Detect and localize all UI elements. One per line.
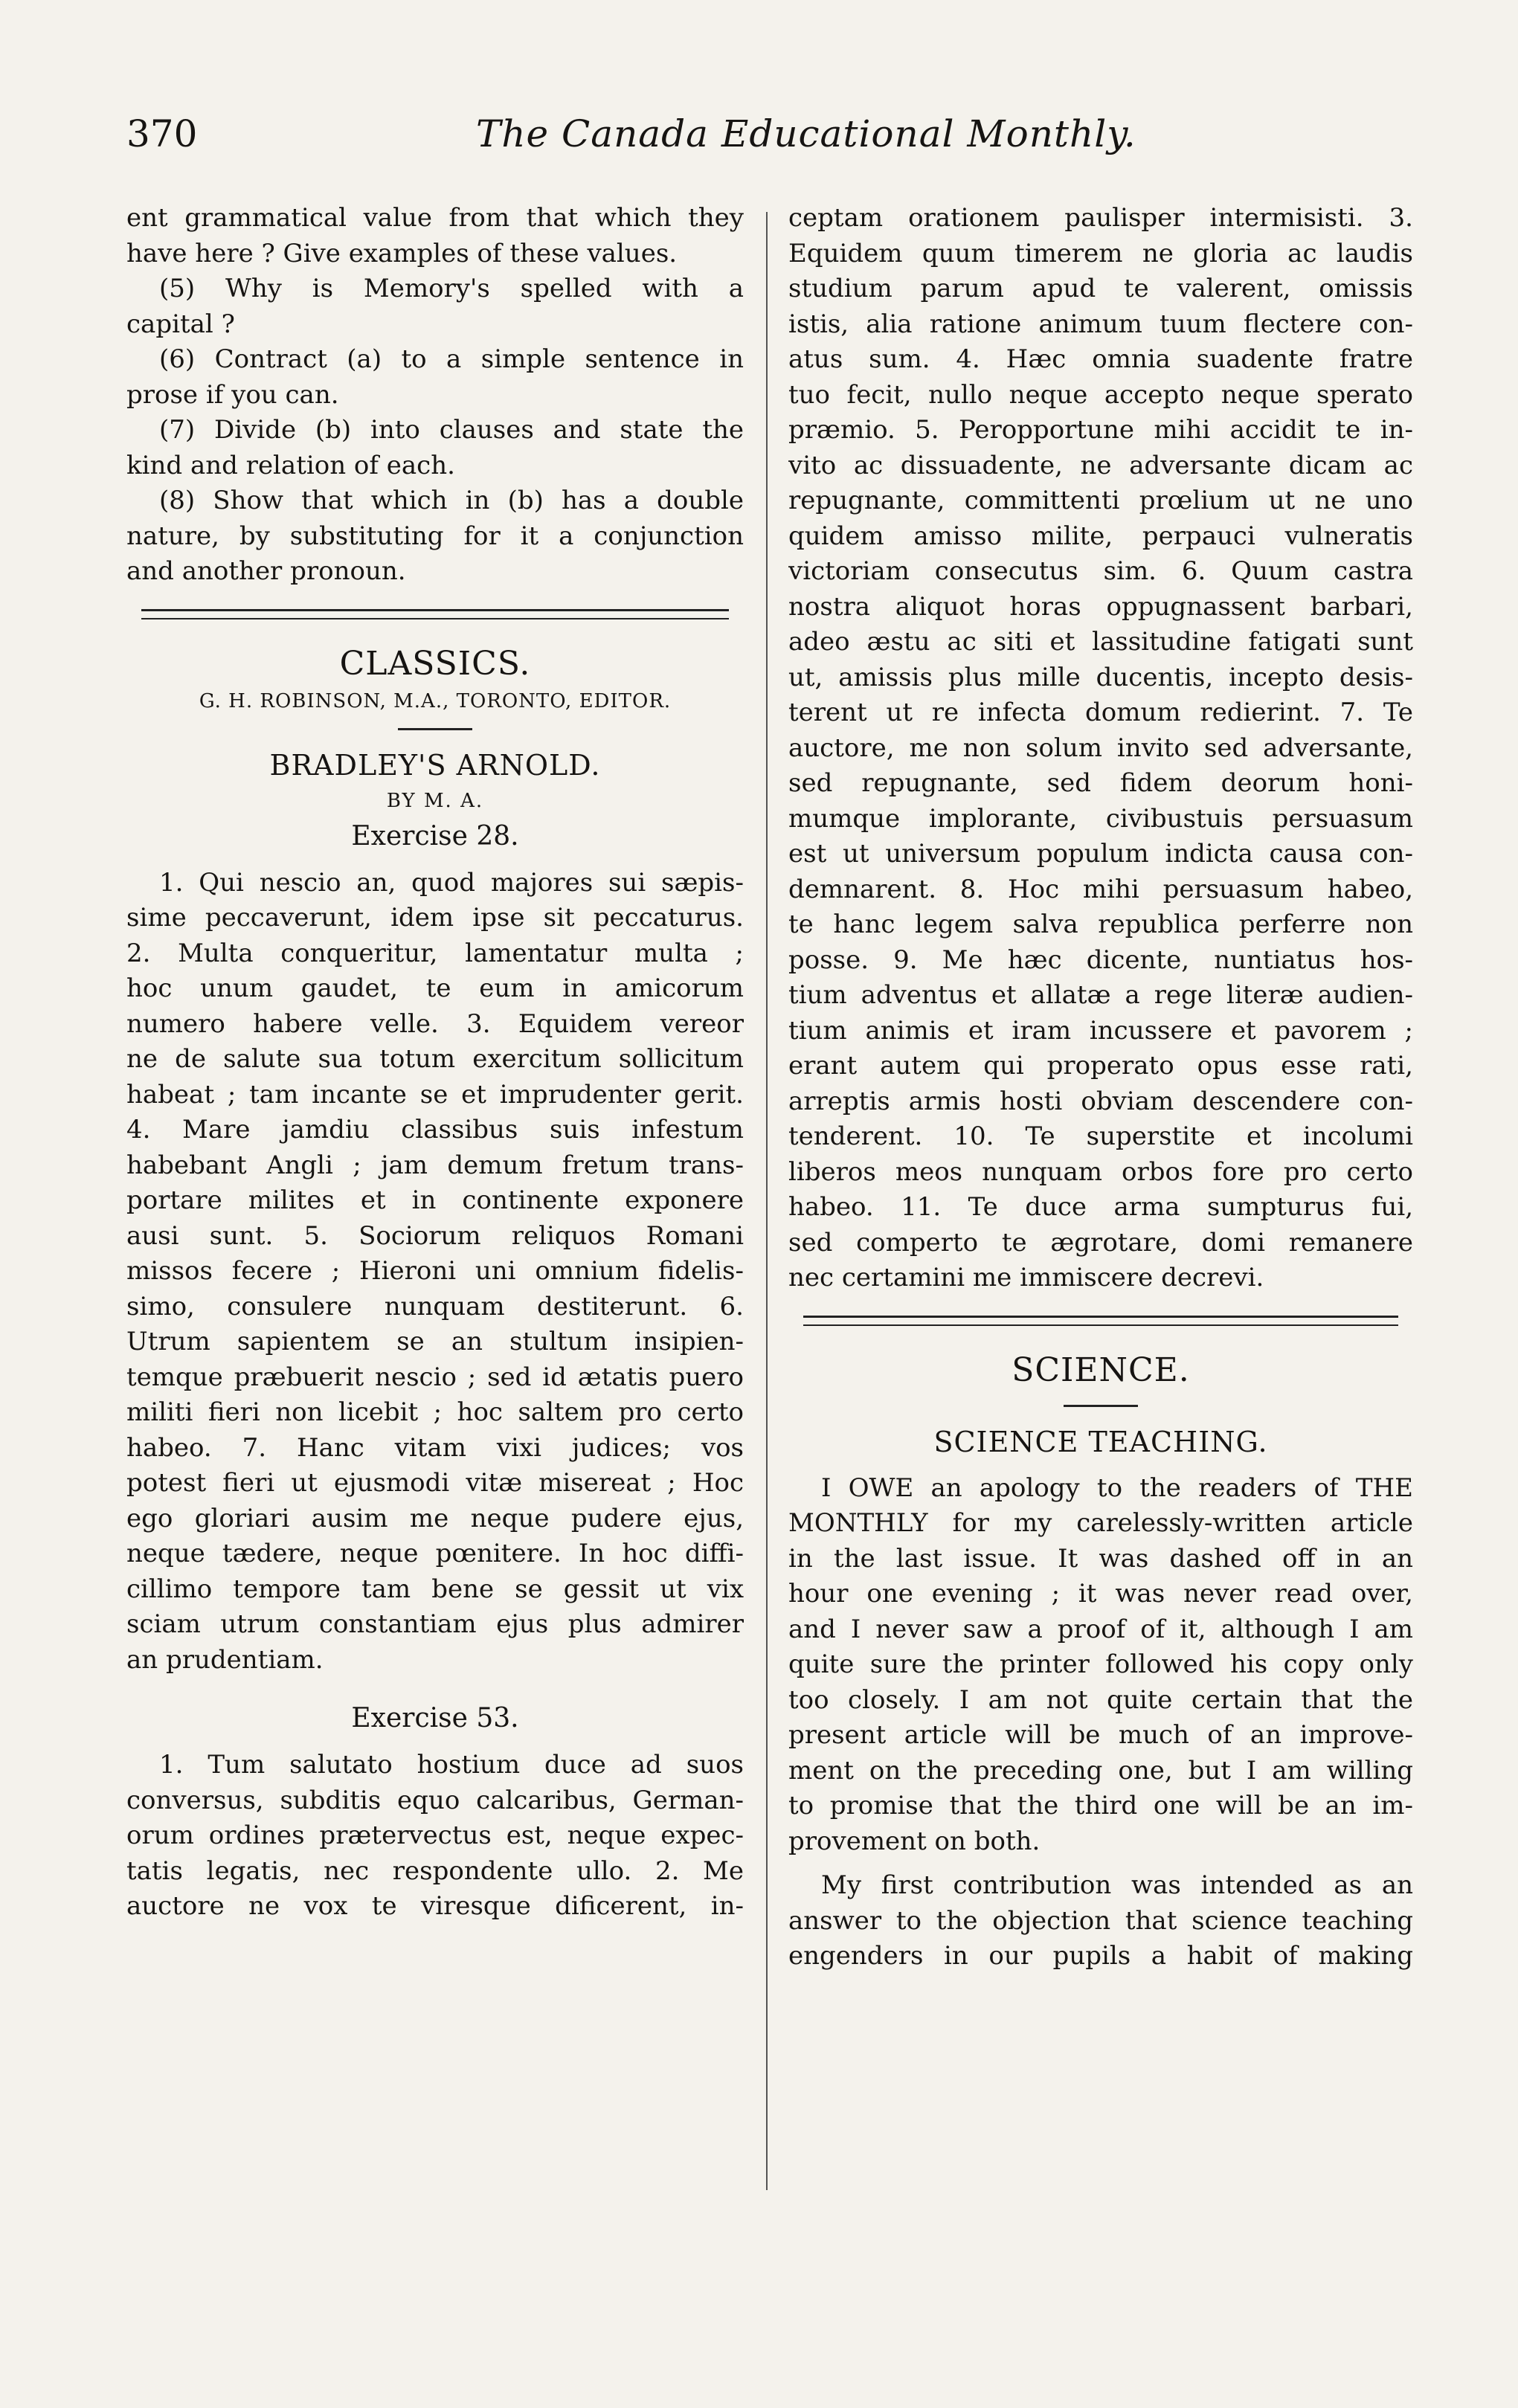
- text-line: habeo. 7. Hanc vitam vixi judices; vos: [126, 1432, 744, 1463]
- title-rule: [1064, 1405, 1138, 1407]
- text-line: neque tædere, neque pœnitere. In hoc diffi-: [126, 1539, 744, 1568]
- text-line: (6) Contract (a) to a simple sentence in: [159, 344, 744, 374]
- exercise-28-title: Exercise 28.: [351, 820, 519, 852]
- text-line: I OWE an apology to the readers of THE: [821, 1472, 1413, 1503]
- text-line: nostra aliquot horas oppugnassent barbari,: [788, 591, 1413, 622]
- text-line: ne de salute sua totum exercitum sollicitum: [126, 1044, 744, 1074]
- text-line: ego gloriari ausim me neque pudere ejus,: [126, 1503, 744, 1533]
- text-line: Utrum sapientem se an stultum insipien-: [126, 1327, 744, 1356]
- exercise-53-body: [126, 1748, 744, 1925]
- text-line: ut, amissis plus mille ducentis, incepto desis-: [788, 662, 1413, 692]
- text-line: istis, alia ratione animum tuum flectere con-: [788, 309, 1413, 339]
- section-divider: [803, 1316, 1398, 1326]
- text-line: habeo. 11. Te duce arma sumpturus fui,: [788, 1192, 1413, 1222]
- exercise-28-body: [126, 866, 744, 1678]
- column-divider: [766, 212, 768, 2190]
- text-line: prose if you can.: [126, 379, 339, 410]
- text-line: missos fecere ; Hieroni uni omnium fidelis-: [126, 1256, 744, 1286]
- text-line: 1. Qui nescio an, quod majores sui sæpis-: [159, 867, 744, 898]
- text-line: present article will be much of an improve-: [788, 1720, 1413, 1750]
- page-number: 370: [126, 112, 198, 155]
- text-line: provement on both.: [788, 1826, 1041, 1856]
- text-line: to promise that the third one will be an im-: [788, 1791, 1413, 1821]
- section-title-science: SCIENCE.: [1012, 1351, 1190, 1389]
- right-column: [788, 201, 1413, 1974]
- text-line: liberos meos nunquam orbos fore pro certo: [788, 1156, 1413, 1187]
- text-line: mumque implorante, civibustuis persuasum: [788, 803, 1413, 834]
- text-line: ment on the preceding one, but I am willing: [788, 1755, 1413, 1786]
- text-line: posse. 9. Me hæc dicente, nuntiatus hos-: [788, 944, 1413, 975]
- text-line: est ut universum populum indicta causa con-: [788, 839, 1413, 869]
- text-line: sed comperto te ægrotare, domi remanere: [788, 1227, 1413, 1258]
- section-title-classics: CLASSICS.: [339, 644, 531, 683]
- text-line: an prudentiam.: [126, 1644, 324, 1675]
- text-line: portare milites et in continente exponere: [126, 1185, 744, 1215]
- text-line: 4. Mare jamdiu classibus suis infestum: [126, 1115, 744, 1145]
- text-line: sed repugnante, sed fidem deorum honi-: [788, 768, 1413, 798]
- text-line: capital ?: [126, 309, 235, 339]
- text-line: nature, by substituting for it a conjunction: [126, 521, 744, 551]
- questions-block: [126, 201, 744, 590]
- text-line: terent ut re infecta domum redierint. 7. Te: [788, 698, 1413, 727]
- text-line: hoc unum gaudet, te eum in amicorum: [126, 973, 744, 1003]
- text-line: quidem amisso milite, perpauci vulneratis: [788, 521, 1413, 551]
- title-rule: [398, 728, 472, 730]
- exercise-53-continued: [788, 201, 1413, 1296]
- text-line: (7) Divide (b) into clauses and state the: [159, 415, 744, 445]
- text-line: quite sure the printer followed his copy only: [788, 1649, 1413, 1679]
- text-line: demnarent. 8. Hoc mihi persuasum habeo,: [788, 874, 1413, 904]
- text-line: 1. Tum salutato hostium duce ad suos: [159, 1750, 744, 1780]
- text-line: studium parum apud te valerent, omissis: [788, 274, 1413, 303]
- left-column: [126, 201, 744, 1925]
- text-line: atus sum. 4. Hæc omnia suadente fratre: [788, 344, 1413, 374]
- page-header: [126, 112, 1391, 178]
- text-line: ent grammatical value from that which they: [126, 203, 744, 233]
- editor-line: G. H. ROBINSON, M.A., TORONTO, EDITOR.: [199, 689, 672, 712]
- text-line: potest fieri ut ejusmodi vitæ misereat ; Hoc: [126, 1468, 744, 1498]
- text-line: engenders in our pupils a habit of making: [788, 1941, 1413, 1971]
- text-line: nec certamini me immiscere decrevi.: [788, 1263, 1264, 1292]
- text-line: sime peccaverunt, idem ipse sit peccaturus.: [126, 903, 744, 933]
- text-line: erant autem qui properato opus esse rati,: [788, 1051, 1413, 1081]
- section-divider: [141, 609, 729, 619]
- text-line: (8) Show that which in (b) has a double: [159, 486, 744, 515]
- text-line: repugnante, committenti prœlium ut ne uno: [788, 486, 1413, 515]
- text-line: sciam utrum constantiam ejus plus admirer: [126, 1609, 744, 1639]
- text-line: tium adventus et allatæ a rege literæ audien-: [788, 980, 1413, 1010]
- text-line: orum ordines prætervectus est, neque expec-: [126, 1821, 744, 1850]
- text-line: auctore ne vox te viresque dificerent, in-: [126, 1891, 744, 1921]
- text-line: and I never saw a proof of it, although I am: [788, 1614, 1413, 1644]
- text-line: tatis legatis, nec respondente ullo. 2. Me: [126, 1855, 744, 1886]
- text-line: præmio. 5. Peropportune mihi accidit te in-: [788, 415, 1413, 445]
- article-title-bradleys-arnold: BRADLEY'S ARNOLD.: [269, 748, 601, 782]
- text-line: te hanc legem salva republica perferre non: [788, 910, 1413, 939]
- paragraph-2: [788, 1868, 1413, 1974]
- byline: BY M. A.: [386, 789, 484, 812]
- text-line: militi fieri non licebit ; hoc saltem pro certo: [126, 1397, 744, 1427]
- text-line: temque præbuerit nescio ; sed id ætatis puero: [126, 1362, 744, 1392]
- text-line: My first contribution was intended as an: [821, 1870, 1413, 1900]
- text-line: tium animis et iram incussere et pavorem ;: [788, 1015, 1413, 1046]
- text-line: arreptis armis hosti obviam descendere con-: [788, 1086, 1413, 1116]
- text-line: habeat ; tam incante se et imprudenter gerit.: [126, 1079, 744, 1110]
- text-line: MONTHLY for my carelessly-written article: [788, 1508, 1413, 1538]
- text-line: victoriam consecutus sim. 6. Quum castra: [788, 556, 1413, 586]
- text-line: ceptam orationem paulisper intermisisti. 3.: [788, 203, 1413, 233]
- text-line: in the last issue. It was dashed off in an: [788, 1543, 1413, 1574]
- text-line: kind and relation of each.: [126, 450, 455, 480]
- paragraph-1: [788, 1471, 1413, 1860]
- text-line: numero habere velle. 3. Equidem vereor: [126, 1008, 744, 1039]
- text-line: and another pronoun.: [126, 556, 406, 586]
- text-line: auctore, me non solum invito sed adversante,: [788, 733, 1413, 763]
- text-line: cillimo tempore tam bene se gessit ut vix: [126, 1574, 744, 1604]
- text-line: simo, consulere nunquam destiterunt. 6.: [126, 1291, 744, 1321]
- text-line: ausi sunt. 5. Sociorum reliquos Romani: [126, 1220, 744, 1251]
- text-line: tenderent. 10. Te superstite et incolumi: [788, 1121, 1413, 1151]
- running-title: The Canada Educational Monthly.: [476, 112, 1136, 155]
- text-line: hour one evening ; it was never read over,: [788, 1579, 1413, 1609]
- text-line: conversus, subditis equo calcaribus, German-: [126, 1785, 744, 1815]
- article-title-science-teaching: SCIENCE TEACHING.: [933, 1425, 1268, 1458]
- text-line: too closely. I am not quite certain that the: [788, 1684, 1413, 1715]
- text-line: 2. Multa conqueritur, lamentatur multa ;: [126, 938, 744, 968]
- text-line: have here ? Give examples of these values.: [126, 238, 678, 268]
- exercise-53-title: Exercise 53.: [351, 1703, 519, 1733]
- text-line: Equidem quum timerem ne gloria ac laudis: [788, 238, 1413, 268]
- text-line: habebant Angli ; jam demum fretum trans-: [126, 1150, 744, 1180]
- text-line: answer to the objection that science teaching: [788, 1905, 1413, 1936]
- text-line: adeo æstu ac siti et lassitudine fatigati sunt: [788, 627, 1413, 657]
- text-line: (5) Why is Memory's spelled with a: [159, 274, 744, 303]
- text-line: vito ac dissuadente, ne adversante dicam ac: [788, 450, 1413, 480]
- text-line: tuo fecit, nullo neque accepto neque sperato: [788, 379, 1413, 410]
